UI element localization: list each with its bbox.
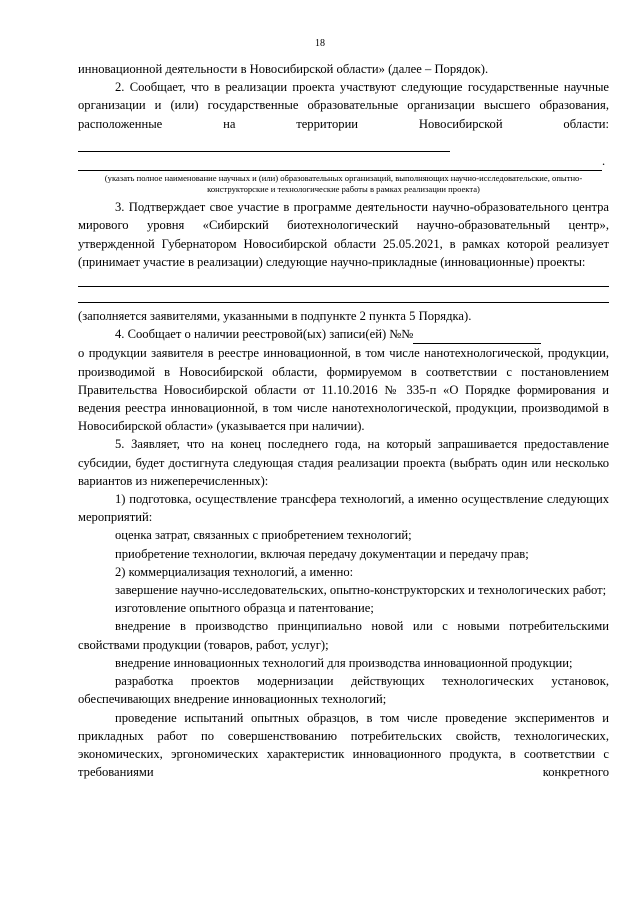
note-organizations: (указать полное наименование научных и (или) образовательных организаций, выполняющих научно-исследовательские, опытно-конструкторские и технологические работы в рамках реализации проекта) [104,173,583,195]
paragraph-5: 5. Заявляет, что на конец последнего года, на который запрашивается предоставление субсидии, будет достигнута следующая стадия реализации проекта (выбрать один или несколько вариантов из нижеперечисленных): [78,437,609,488]
page-number: 18 [315,38,325,49]
paragraph-2 [78,78,609,152]
registry-number-field[interactable] [413,325,541,344]
intro-paragraph: инновационной деятельности в Новосибирской области» (далее – Порядок). [78,62,489,76]
option-2-f: проведение испытаний опытных образцов, в том числе проведение экспериментов и прикладных работ по совершенствованию потребительских свойств, технологических, экономических, эргономических характеристик инновационного продукта, в соответствии с требованиями конкретного [78,710,609,780]
fill-line [78,287,609,303]
paragraph-4-start: 4. Сообщает о наличии реестровой(ых) записи(ей) №№ [115,327,414,342]
option-1-b: приобретение технологии, включая передачу документации и передачу прав; [115,546,529,561]
paragraph-3: 3. Подтверждает свое участие в программе деятельности научно-образовательного центра мирового уровня «Сибирский биотехнологический научно-образовательный центр», утвержденной Губернатором Новосибирской области 25.05.2021, в рамках которой реализует (принимает участие в реализации) следующие научно-прикладные (инновационные) проекты: [78,200,609,269]
option-1: 1) подготовка, осуществление трансфера технологий, а именно осуществление следующих мероприятий: [78,492,609,525]
paragraph-4 [78,325,609,344]
line-end-dot: . [602,154,606,169]
fill-line-row [78,152,609,171]
fill-line [78,152,602,171]
fill-line [78,271,609,287]
document-body [78,60,609,781]
option-2-e: разработка проектов модернизации действующих технологических установок, обеспечивающих внедрение инновационных технологий; [78,674,609,707]
option-2-a: завершение научно-исследовательских, опытно-конструкторских и технологических работ; [115,583,607,598]
note-applicants: (заполняется заявителями, указанными в подпункте 2 пункта 5 Порядка). [78,309,472,324]
option-1-a: оценка затрат, связанных с приобретением технологий; [115,528,412,543]
option-2: 2) коммерциализация технологий, а именно: [115,564,354,579]
option-2-d: внедрение инновационных технологий для производства инновационной продукции; [115,655,573,670]
fill-line [78,133,450,152]
option-2-b: изготовление опытного образца и патентование; [115,601,374,616]
paragraph-4-rest: о продукции заявителя в реестре инновационной, в том числе нанотехнологической, продукции, производимой в Новосибирской области, формируемом в соответствии с постановлением Правительства Новосибирской области от 11.10.2016 № 335-п «О Порядке формирования и ведения реестра инновационной, в том числе нанотехнологической, продукции, производимой в Новосибирской области» (указывается при наличии). [78,346,609,434]
paragraph-2-text: 2. Сообщает, что в реализации проекта участвуют следующие государственные научные организации и (или) государственные образовательные организации высшего образования, расположенные на территории Новосибирской области: [78,80,609,131]
option-2-c: внедрение в производство принципиально новой или с новыми потребительскими свойствами продукции (товаров, работ, услуг); [78,619,609,652]
